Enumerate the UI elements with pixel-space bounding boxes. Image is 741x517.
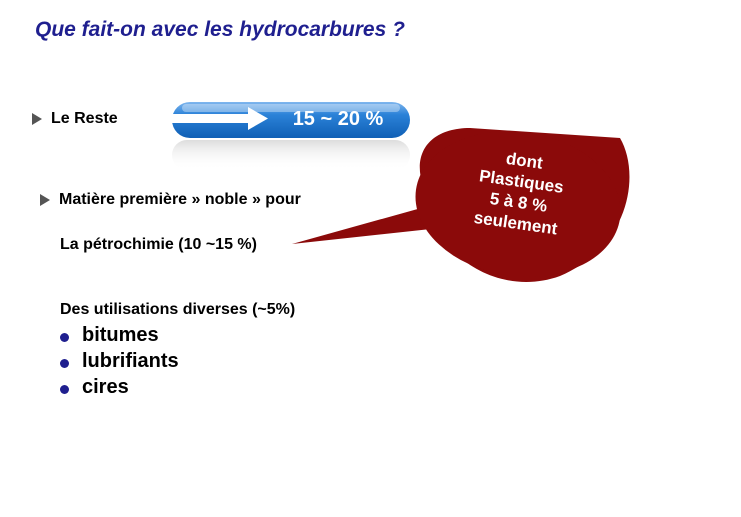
utilisations-list — [60, 322, 179, 400]
callout-line: seulement — [472, 207, 559, 239]
list-item-label: bitumes — [82, 323, 159, 346]
callout-line: dont — [504, 148, 544, 173]
list-item — [60, 374, 179, 400]
matiere-premiere-label: Matière première » noble » pour — [59, 191, 301, 208]
list-item — [60, 322, 179, 348]
pill-percentage-value: 15 ~ 20 % — [292, 108, 384, 130]
list-item — [60, 348, 179, 374]
bullet-dot-icon — [60, 333, 69, 342]
callout-line: Plastiques — [478, 166, 565, 197]
utilisations-heading: Des utilisations diverses (~5%) — [60, 301, 296, 318]
callout-line: 5 à 8 % — [488, 188, 549, 216]
bullet-dot-icon — [60, 359, 69, 368]
petrochimie-line: La pétrochimie (10 ~15 %) — [60, 236, 257, 253]
slide-title: Que fait-on avec les hydrocarbures ? — [35, 18, 405, 41]
le-reste-label: Le Reste — [51, 110, 118, 127]
bullet-dot-icon — [60, 385, 69, 394]
list-item-label: cires — [82, 375, 129, 398]
list-item-label: lubrifiants — [82, 349, 179, 372]
